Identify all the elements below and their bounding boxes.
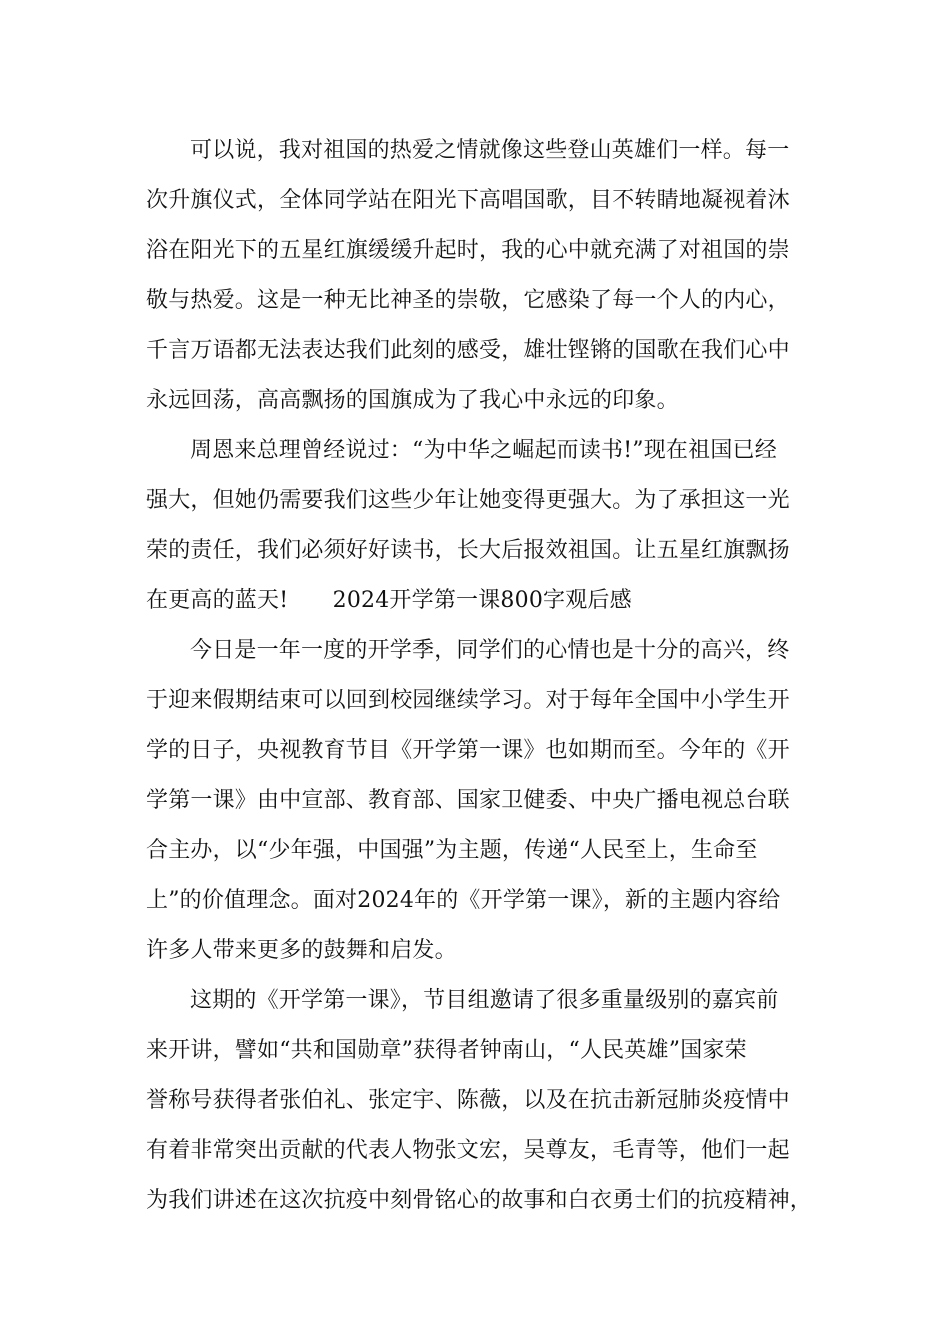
text-line: 这期的《开学第一课》，节目组邀请了很多重量级别的嘉宾前: [190, 988, 779, 1013]
text-line: 合主办，以“少年强，中国强”为主题，传递“人民至上，生命至: [146, 838, 758, 863]
text-line: 强大，但她仍需要我们这些少年让她变得更强大。为了承担这一光: [146, 488, 790, 513]
text-line: 来开讲，譬如“共和国勋章”获得者钟南山，“人民英雄”国家荣: [146, 1038, 747, 1063]
text-line: 敬与热爱。这是一种无比神圣的崇敬，它感染了每一个人的内心，: [146, 288, 790, 313]
text-line: 周恩来总理曾经说过：“为中华之崛起而读书!”现在祖国已经: [190, 438, 777, 463]
text-line: 学的日子，央视教育节目《开学第一课》也如期而至。今年的《开: [146, 738, 790, 763]
text-line: 有着非常突出贡献的代表人物张文宏，吴尊友，毛青等，他们一起: [146, 1138, 790, 1163]
text-line: 次升旗仪式，全体同学站在阳光下高唱国歌，目不转睛地凝视着沐: [146, 188, 790, 213]
text-line: 今日是一年一度的开学季，同学们的心情也是十分的高兴，终: [190, 638, 790, 663]
text-line: 永远回荡，高高飘扬的国旗成为了我心中永远的印象。: [146, 388, 679, 413]
text-line: 学第一课》由中宣部、教育部、国家卫健委、中央广播电视总台联: [146, 788, 790, 813]
text-line: 为我们讲述在这次抗疫中刻骨铭心的故事和白衣勇士们的抗疫精神，: [146, 1188, 813, 1213]
text-line: 千言万语都无法表达我们此刻的感受，雄壮铿锵的国歌在我们心中: [146, 338, 790, 363]
text-line: 可以说，我对祖国的热爱之情就像这些登山英雄们一样。每一: [190, 138, 790, 163]
text-line: 誉称号获得者张伯礼、张定宇、陈薇，以及在抗击新冠肺炎疫情中: [146, 1088, 790, 1113]
text-line: 荣的责任，我们必须好好读书，长大后报效祖国。让五星红旗飘扬: [146, 538, 790, 563]
text-line: 上”的价值理念。面对2024年的《开学第一课》，新的主题内容给: [146, 888, 781, 913]
text-line: 在更高的蓝天! 2024开学第一课800字观后感: [146, 588, 632, 613]
text-line: 于迎来假期结束可以回到校园继续学习。对于每年全国中小学生开: [146, 688, 790, 713]
text-line: 浴在阳光下的五星红旗缓缓升起时，我的心中就充满了对祖国的崇: [146, 238, 790, 263]
text-line: 许多人带来更多的鼓舞和启发。: [146, 938, 457, 963]
